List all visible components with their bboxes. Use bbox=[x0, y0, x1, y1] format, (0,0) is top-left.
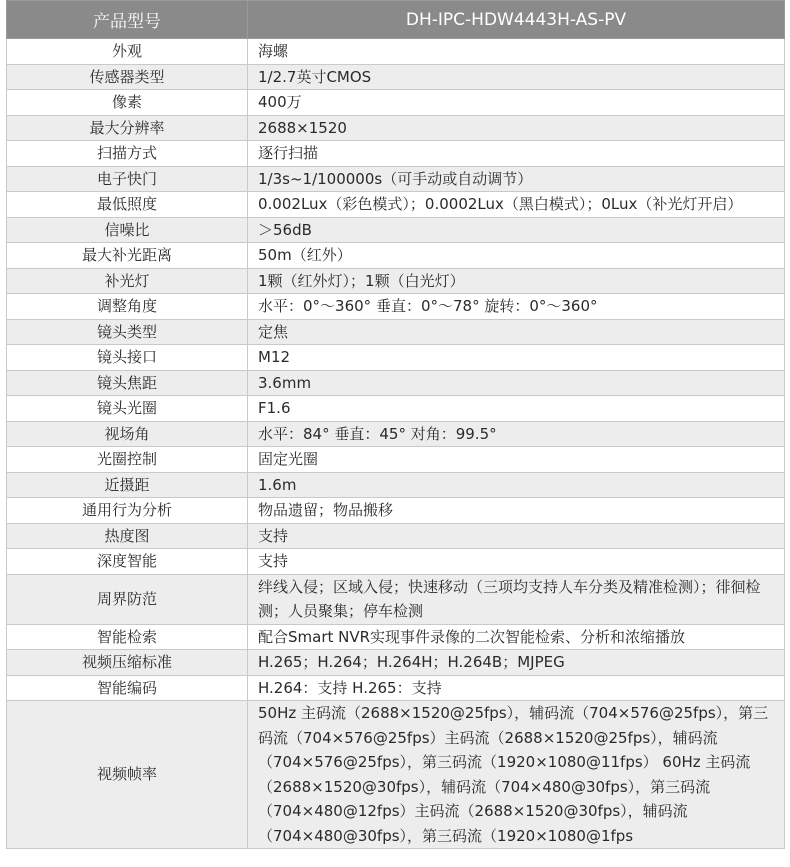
row-value: 支持 bbox=[248, 523, 785, 549]
table-row bbox=[7, 701, 785, 849]
table-row bbox=[7, 472, 785, 498]
row-label: 智能检索 bbox=[7, 624, 248, 650]
table-row bbox=[7, 319, 785, 345]
row-label: 传感器类型 bbox=[7, 64, 248, 90]
table-header-row bbox=[7, 1, 785, 39]
table-row bbox=[7, 574, 785, 624]
row-value: 配合Smart NVR实现事件录像的二次智能检索、分析和浓缩播放 bbox=[248, 624, 785, 650]
table-row bbox=[7, 90, 785, 116]
row-value: 2688×1520 bbox=[248, 115, 785, 141]
row-value: 水平：0°～360° 垂直：0°～78° 旋转：0°～360° bbox=[248, 294, 785, 320]
row-value: 水平：84° 垂直：45° 对角：99.5° bbox=[248, 421, 785, 447]
row-value: 1.6m bbox=[248, 472, 785, 498]
table-row bbox=[7, 549, 785, 575]
row-label: 周界防范 bbox=[7, 574, 248, 624]
row-label: 近摄距 bbox=[7, 472, 248, 498]
row-label: 智能编码 bbox=[7, 675, 248, 701]
row-value: 逐行扫描 bbox=[248, 141, 785, 167]
table-row bbox=[7, 421, 785, 447]
row-label: 像素 bbox=[7, 90, 248, 116]
row-label: 信噪比 bbox=[7, 217, 248, 243]
table-row bbox=[7, 217, 785, 243]
table-row bbox=[7, 166, 785, 192]
row-value: 0.002Lux（彩色模式）；0.0002Lux（黑白模式）；0Lux（补光灯开启） bbox=[248, 192, 785, 218]
row-value: 支持 bbox=[248, 549, 785, 575]
row-label: 深度智能 bbox=[7, 549, 248, 575]
row-label: 电子快门 bbox=[7, 166, 248, 192]
row-label: 最大补光距离 bbox=[7, 243, 248, 269]
row-value: 50Hz 主码流（2688×1520@25fps），辅码流（704×576@25fps），第三码流（704×576@25fps）主码流（2688×1520@25fps），辅码流（704×576@25fps），第三码流（1920×1080@11fps） 60Hz 主码流（2688×1520@30fps），辅码流（704×480@30fps），第三码流（704×480@12fps）主码流（2688×1520@30fps），辅码流（704×480@30fps），第三码流（1920×1080@1fps bbox=[248, 701, 785, 849]
table-row bbox=[7, 39, 785, 65]
row-label: 镜头光圈 bbox=[7, 396, 248, 422]
table-row bbox=[7, 345, 785, 371]
row-label: 视频帧率 bbox=[7, 701, 248, 849]
row-value: 1/3s~1/100000s（可手动或自动调节） bbox=[248, 166, 785, 192]
table-row bbox=[7, 370, 785, 396]
row-value: 物品遗留；物品搬移 bbox=[248, 498, 785, 524]
table-row bbox=[7, 675, 785, 701]
row-value: 1/2.7英寸CMOS bbox=[248, 64, 785, 90]
row-value: ＞56dB bbox=[248, 217, 785, 243]
row-label: 外观 bbox=[7, 39, 248, 65]
row-label: 视场角 bbox=[7, 421, 248, 447]
row-value: 3.6mm bbox=[248, 370, 785, 396]
row-value: H.265；H.264；H.264H；H.264B；MJPEG bbox=[248, 650, 785, 676]
table-row bbox=[7, 243, 785, 269]
row-label: 最低照度 bbox=[7, 192, 248, 218]
row-label: 镜头接口 bbox=[7, 345, 248, 371]
row-value: 400万 bbox=[248, 90, 785, 116]
row-value: 固定光圈 bbox=[248, 447, 785, 473]
row-label: 镜头焦距 bbox=[7, 370, 248, 396]
table-row bbox=[7, 294, 785, 320]
table-row bbox=[7, 650, 785, 676]
table-row bbox=[7, 141, 785, 167]
row-label: 镜头类型 bbox=[7, 319, 248, 345]
row-label: 光圈控制 bbox=[7, 447, 248, 473]
table-row bbox=[7, 447, 785, 473]
row-value: 定焦 bbox=[248, 319, 785, 345]
row-label: 调整角度 bbox=[7, 294, 248, 320]
spec-table bbox=[6, 0, 785, 849]
row-value: 1颗（红外灯）；1颗（白光灯） bbox=[248, 268, 785, 294]
table-row bbox=[7, 498, 785, 524]
row-label: 补光灯 bbox=[7, 268, 248, 294]
table-row bbox=[7, 396, 785, 422]
row-label: 视频压缩标准 bbox=[7, 650, 248, 676]
row-label: 扫描方式 bbox=[7, 141, 248, 167]
table-row bbox=[7, 523, 785, 549]
row-value: 50m（红外） bbox=[248, 243, 785, 269]
table-row bbox=[7, 268, 785, 294]
header-value: DH-IPC-HDW4443H-AS-PV bbox=[248, 1, 785, 39]
row-value: H.264：支持 H.265：支持 bbox=[248, 675, 785, 701]
table-row bbox=[7, 64, 785, 90]
table-row bbox=[7, 624, 785, 650]
table-row bbox=[7, 192, 785, 218]
row-value: M12 bbox=[248, 345, 785, 371]
header-label: 产品型号 bbox=[7, 1, 248, 39]
row-value: 绊线入侵；区域入侵；快速移动（三项均支持人车分类及精准检测）；徘徊检测；人员聚集；停车检测 bbox=[248, 574, 785, 624]
row-value: 海螺 bbox=[248, 39, 785, 65]
row-label: 通用行为分析 bbox=[7, 498, 248, 524]
row-value: F1.6 bbox=[248, 396, 785, 422]
row-label: 热度图 bbox=[7, 523, 248, 549]
row-label: 最大分辨率 bbox=[7, 115, 248, 141]
table-row bbox=[7, 115, 785, 141]
